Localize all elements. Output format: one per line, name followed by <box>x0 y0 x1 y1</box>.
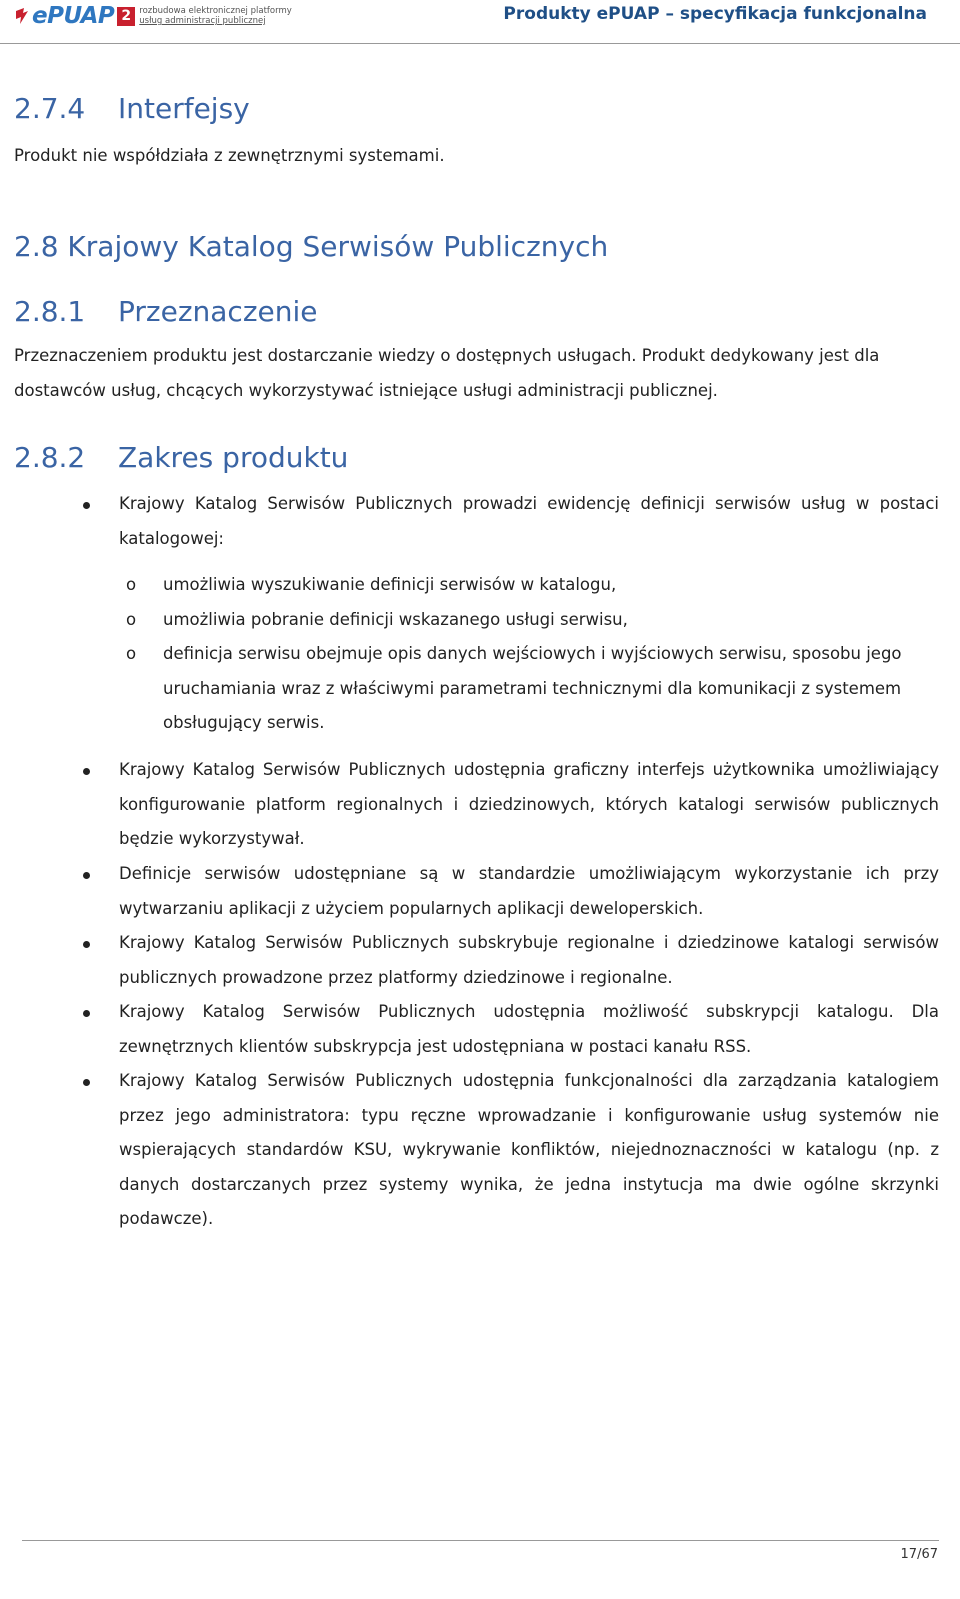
bullet-icon <box>83 1079 90 1086</box>
logo-tagline-line1: rozbudowa elektronicznej platformy <box>139 6 292 16</box>
list-item <box>119 487 939 556</box>
sub-list-item-text: umożliwia pobranie definicji wskazanego usługi serwisu, <box>163 610 628 629</box>
list-item <box>119 753 939 857</box>
logo-tagline-line2: usług administracji publicznej <box>139 16 266 26</box>
bullet-icon <box>83 872 90 879</box>
list-item-text: Krajowy Katalog Serwisów Publicznych udostępnia możliwość subskrypcji katalogu. Dla zewnętrznych klientów subskrypcja jest udostępniana w postaci kanału RSS. <box>119 1002 939 1056</box>
sub-list-item-text: umożliwia wyszukiwanie definicji serwisów w katalogu, <box>163 575 617 594</box>
list-item <box>119 995 939 1064</box>
epuap-logo <box>14 2 292 30</box>
sub-bullet-icon: o <box>126 575 137 594</box>
page-header <box>0 0 960 44</box>
heading-2-8-1 <box>14 294 318 330</box>
heading-2-7-4 <box>14 91 250 127</box>
heading-2-8-2 <box>14 440 348 476</box>
heading-2-8: 2.8 Krajowy Katalog Serwisów Publicznych <box>14 230 609 263</box>
logo-badge: 2 <box>117 7 135 26</box>
document-title: Produkty ePUAP – specyfikacja funkcjonalna <box>503 4 927 24</box>
epuap-logo-icon <box>14 7 30 25</box>
sub-list-item-text: definicja serwisu obejmuje opis danych wejściowych i wyjściowych serwisu, sposobu jego uruchamiania wraz z właściwymi parametrami technicznymi dla komunikacji z systemem obsługujący serwis. <box>163 644 902 732</box>
heading-title: Interfejsy <box>118 92 250 125</box>
heading-number: 2.8.2 <box>14 441 86 474</box>
sub-bullet-icon: o <box>126 644 137 663</box>
sub-list-item <box>126 603 939 638</box>
list-item <box>119 857 939 926</box>
list-item-text: Krajowy Katalog Serwisów Publicznych udostępnia graficzny interfejs użytkownika umożliwiający konfigurowanie platform regionalnych i dziedzinowych, których katalogi serwisów publicznych będzie wykorzystywał. <box>119 760 939 848</box>
paragraph-purpose: Przeznaczeniem produktu jest dostarczanie wiedzy o dostępnych usługach. Produkt dedykowany jest dla dostawców usług, chcących wykorzystywać istniejące usługi administracji publicznej. <box>14 346 880 400</box>
sub-bullet-icon: o <box>126 610 137 629</box>
sub-list-item <box>126 568 939 603</box>
list-item-text: Definicje serwisów udostępniane są w standardzie umożliwiającym wykorzystanie ich przy wytwarzaniu aplikacji z użyciem popularnych aplikacji deweloperskich. <box>119 864 939 918</box>
header-divider <box>0 43 960 44</box>
list-item <box>119 926 939 995</box>
footer-divider <box>22 1540 939 1541</box>
paragraph-interfaces: Produkt nie współdziała z zewnętrznymi systemami. <box>14 146 445 165</box>
heading-title: Przeznaczenie <box>118 295 318 328</box>
list-item-text: Krajowy Katalog Serwisów Publicznych udostępnia funkcjonalności dla zarządzania katalogiem przez jego administratora: typu ręczne wprowadzanie i konfigurowanie usług systemów nie wspierających standardów KSU, wykrywanie konfliktów, niejednoznaczności w katalogu (np. z danych dostarczanych przez systemy wynika, że jedna instytucja ma dwie ogólne skrzynki podawcze). <box>119 1071 939 1228</box>
page-number: 17/67 <box>900 1547 938 1562</box>
bullet-icon <box>83 941 90 948</box>
heading-title: Zakres produktu <box>118 441 349 474</box>
list-item-text: Krajowy Katalog Serwisów Publicznych subskrybuje regionalne i dziedzinowe katalogi serwisów publicznych prowadzone przez platformy dziedzinowe i regionalne. <box>119 933 939 987</box>
bullet-icon <box>83 1010 90 1017</box>
list-item <box>119 1064 939 1237</box>
bullet-icon <box>83 502 90 509</box>
list-item-text: Krajowy Katalog Serwisów Publicznych prowadzi ewidencję definicji serwisów usług w postaci katalogowej: <box>119 494 939 548</box>
logo-wordmark: ePUAP <box>32 3 115 29</box>
sub-list-item <box>126 637 939 741</box>
logo-tagline <box>139 6 292 26</box>
heading-number: 2.8.1 <box>14 295 86 328</box>
heading-number: 2.7.4 <box>14 92 86 125</box>
bullet-icon <box>83 768 90 775</box>
